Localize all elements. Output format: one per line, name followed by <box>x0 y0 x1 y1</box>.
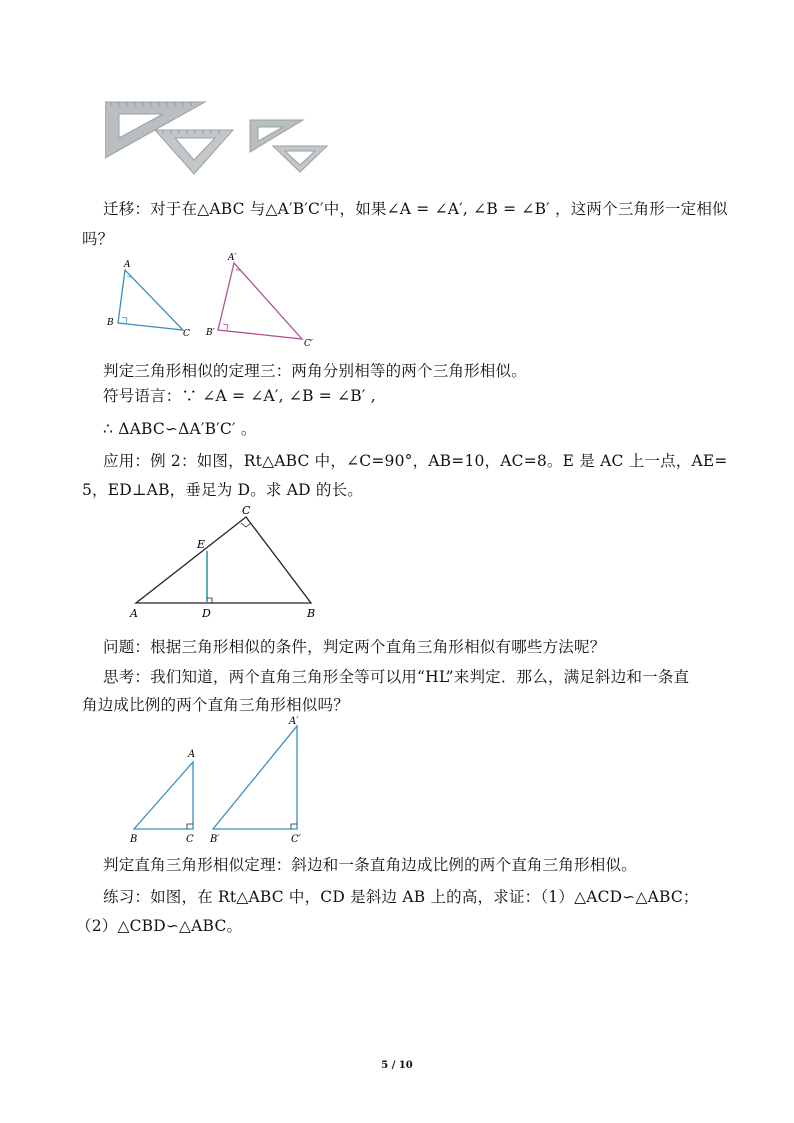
right-angle-mark-c-prime <box>291 824 297 829</box>
label-b-prime: B′ <box>210 834 220 845</box>
example-two-line-1: 应用：例 2：如图，Rt△ABC 中，∠C=90°，AB=10，AC=8。E 是 AC 上一点，AE= <box>103 452 728 470</box>
symbol-language-line: 符号语言：∵ ∠A = ∠A′, ∠B = ∠B′ , <box>103 387 376 405</box>
label-c: C <box>183 329 190 339</box>
theorem-three-line: 判定三角形相似的定理三：两角分别相等的两个三角形相似。 <box>103 362 527 380</box>
right-angle-mark-c <box>187 824 193 829</box>
label-a: A <box>188 749 196 760</box>
example-two-line-2: 5，ED⊥AB，垂足为 D。求 AD 的长。 <box>82 481 363 499</box>
label-a: A <box>124 260 131 270</box>
triangle-abc-blue <box>118 270 183 330</box>
exercise-line-1: 练习：如图，在 Rt△ABC 中，CD 是斜边 AB 上的高，求证：（1）△ACD∽△ABC； <box>103 888 699 906</box>
right-angle-mark-b <box>122 317 127 323</box>
page-number: 5 / 10 <box>381 1060 413 1071</box>
small-right-triangle <box>134 762 193 829</box>
figure-similar-triangles <box>100 250 340 350</box>
right-angle-mark-b2 <box>223 324 228 330</box>
label-c-prime: C′ <box>291 834 301 845</box>
exercise-line-2: （2）△CBD∽△ABC。 <box>76 917 243 935</box>
label-a-prime: A′ <box>289 716 299 727</box>
transfer-question-line-1: 迁移：对于在△ABC 与△A′B′C′中，如果∠A = ∠A′, ∠B = ∠B′ ，这两个三角形一定相似 <box>103 200 728 218</box>
figure-right-triangles <box>120 712 320 847</box>
question-line: 问题：根据三角形相似的条件，判定两个直角三角形相似有哪些方法呢？ <box>103 638 606 656</box>
figure-example-two <box>120 503 340 621</box>
large-45-square <box>155 130 233 174</box>
thinking-line-2: 角边成比例的两个直角三角形相似吗？ <box>82 696 349 714</box>
set-squares-illustration <box>105 100 330 180</box>
large-right-triangle <box>213 726 297 829</box>
thinking-line-1: 思考：我们知道，两个直角三角形全等可以用“HL”来判定．那么，满足斜边和一条直 <box>103 668 690 686</box>
small-45-square <box>273 146 327 172</box>
label-c: C <box>186 834 194 845</box>
label-b-prime: B′ <box>206 328 215 338</box>
triangle-abc-black <box>136 517 311 603</box>
label-b: B <box>107 318 114 328</box>
label-e: E <box>197 538 206 551</box>
right-angle-mark-c <box>241 523 251 527</box>
label-c: C <box>242 504 251 517</box>
label-d: D <box>202 607 211 620</box>
label-a-prime: A′ <box>228 253 237 263</box>
label-c-prime: C′ <box>304 339 313 349</box>
label-b: B <box>307 607 316 620</box>
conclusion-line: ∴ ΔABC∽ΔA′B′C′ 。 <box>103 420 257 438</box>
transfer-question-line-2: 吗？ <box>82 230 114 248</box>
label-b: B <box>130 834 138 845</box>
right-triangle-theorem-line: 判定直角三角形相似定理：斜边和一条直角边成比例的两个直角三角形相似。 <box>103 856 637 874</box>
label-a: A <box>130 607 138 620</box>
triangle-a2b2c2-pink <box>218 263 302 339</box>
